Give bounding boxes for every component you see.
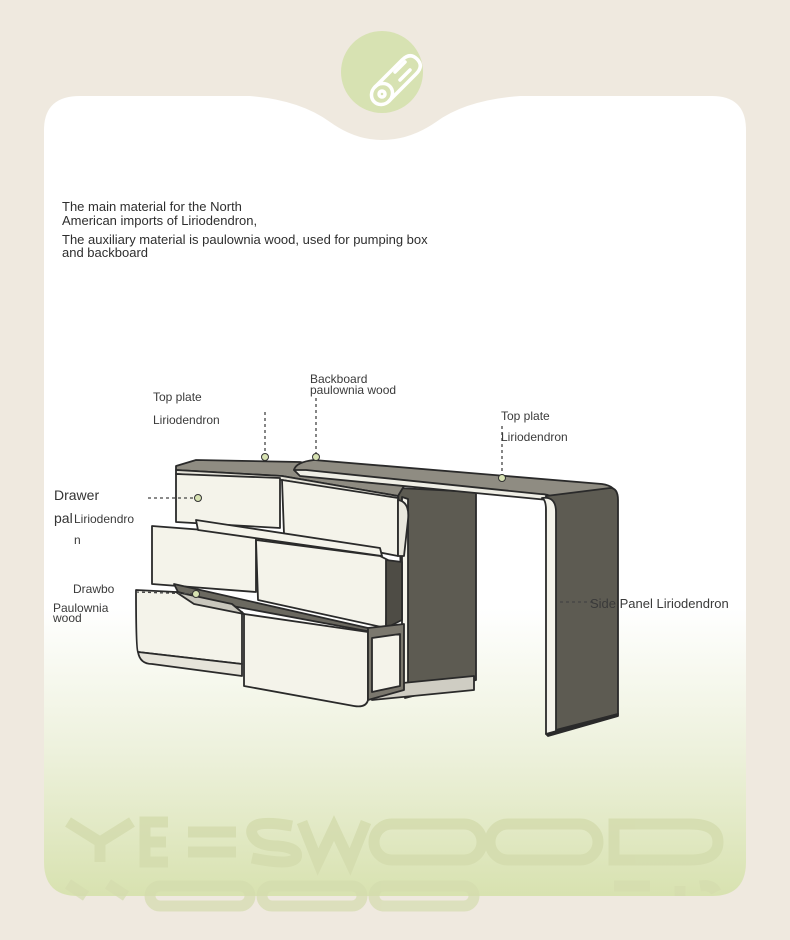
label-drawbo-material-1: Paulownia xyxy=(53,601,109,615)
label-drawbo-material-2: wood xyxy=(53,611,82,625)
badge-circle xyxy=(341,31,423,113)
label-top-plate-left-material: Liriodendron xyxy=(153,413,220,427)
label-drawer-prefix: pal xyxy=(54,510,73,526)
label-top-plate-right-material: Liriodendron xyxy=(501,430,568,444)
intro-line-3: The auxiliary material is paulownia wood, used for pumping box xyxy=(62,232,428,247)
label-drawer: Drawer xyxy=(54,487,100,503)
label-backboard: Backboard xyxy=(310,372,368,386)
intro-line-4: and backboard xyxy=(62,245,149,260)
label-drawer-material: Liriodendro xyxy=(74,512,135,526)
intro-line-1: The main material for the North xyxy=(62,199,242,214)
label-drawbo: Drawbo xyxy=(73,582,115,596)
label-top-plate-left: Top plate xyxy=(153,390,202,404)
label-top-plate-right: Top plate xyxy=(501,409,550,423)
label-drawer-material-wrap: n xyxy=(74,533,81,547)
intro-line-2: American imports of Liriodendron, xyxy=(62,213,258,228)
label-backboard-material: paulownia wood xyxy=(310,383,397,397)
label-side-panel: Side Panel Liriodendron xyxy=(590,596,729,611)
